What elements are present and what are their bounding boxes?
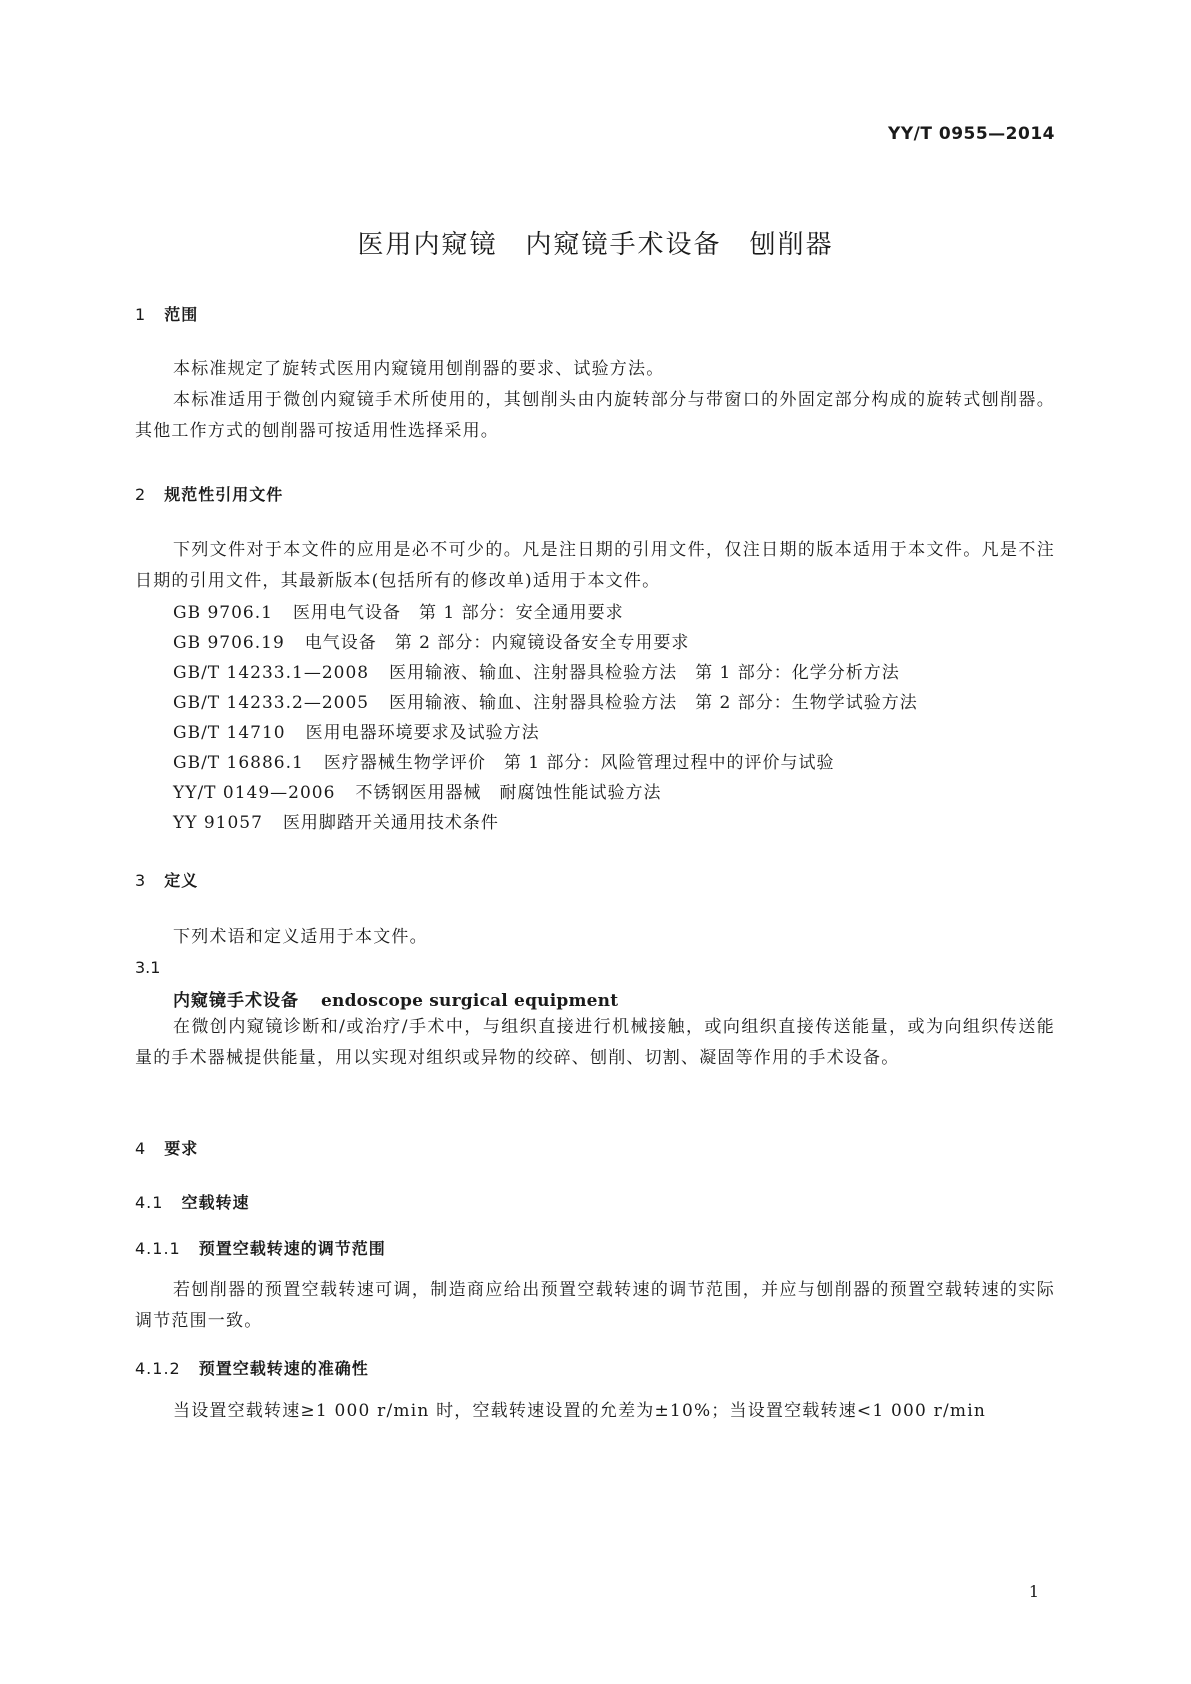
term-entry: [173, 986, 618, 1011]
reference-code: GB/T 14710: [173, 723, 286, 743]
document-title: 医用内窥镜 内窥镜手术设备 刨削器: [357, 230, 834, 260]
reference-title: 不锈钢医用器械 耐腐蚀性能试验方法: [355, 783, 662, 803]
section-3-paragraph-1: 下列术语和定义适用于本文件。: [173, 927, 428, 947]
reference-title: 医用输液、输血、注射器具检验方法 第 1 部分：化学分析方法: [389, 663, 900, 683]
reference-code: GB 9706.19: [173, 633, 285, 653]
reference-code: GB/T 16886.1: [173, 753, 304, 773]
reference-title: 医用电器环境要求及试验方法: [305, 723, 540, 743]
section-title: 要求: [164, 1139, 199, 1158]
reference-item: [173, 748, 834, 773]
section-4-1-heading: [135, 1190, 249, 1213]
reference-title: 医用电气设备 第 1 部分：安全通用要求: [292, 603, 624, 623]
reference-item: [173, 598, 624, 623]
term-chinese: 内窥镜手术设备: [173, 991, 299, 1011]
section-4-heading: [135, 1136, 198, 1159]
section-3-heading: [135, 868, 198, 891]
reference-code: YY 91057: [173, 813, 263, 833]
section-title: 空载转速: [181, 1193, 250, 1212]
standard-number: YY/T 0955—2014: [888, 124, 1055, 144]
reference-item: [173, 808, 499, 833]
section-number: 3: [135, 871, 147, 890]
section-4-1-1-heading: [135, 1236, 386, 1259]
section-title: 预置空载转速的调节范围: [198, 1239, 386, 1258]
term-english: endoscope surgical equipment: [321, 991, 619, 1011]
reference-title: 医用脚踏开关通用技术条件: [282, 813, 499, 833]
section-number: 4.1.2: [135, 1359, 181, 1378]
section-title: 范围: [164, 305, 199, 324]
reference-title: 电气设备 第 2 部分：内窥镜设备安全专用要求: [304, 633, 690, 653]
section-1-paragraph-1: 本标准规定了旋转式医用内窥镜用刨削器的要求、试验方法。: [173, 359, 665, 379]
reference-title: 医用输液、输血、注射器具检验方法 第 2 部分：生物学试验方法: [389, 693, 918, 713]
reference-code: GB/T 14233.2—2005: [173, 693, 370, 713]
term-definition: 在微创内窥镜诊断和/或治疗/手术中，与组织直接进行机械接触，或向组织直接传送能量，或为向组织传送能量的手术器械提供能量，用以实现对组织或异物的绞碎、刨削、切割、凝固等作用的手术设备。: [135, 1017, 1055, 1068]
section-2-paragraph-1: 下列文件对于本文件的应用是必不可少的。凡是注日期的引用文件，仅注日期的版本适用于本文件。凡是不注日期的引用文件，其最新版本(包括所有的修改单)适用于本文件。: [135, 540, 1055, 591]
section-number: 4.1: [135, 1193, 164, 1212]
reference-item: [173, 628, 689, 653]
section-number: 2: [135, 485, 147, 504]
section-1-paragraph-2: 本标准适用于微创内窥镜手术所使用的，其刨削头由内旋转部分与带窗口的外固定部分构成的旋转式刨削器。其他工作方式的刨削器可按适用性选择采用。: [135, 390, 1055, 441]
reference-item: [173, 658, 900, 683]
section-2-heading: [135, 482, 283, 505]
reference-title: 医疗器械生物学评价 第 1 部分：风险管理过程中的评价与试验: [323, 753, 835, 773]
section-title: 预置空载转速的准确性: [198, 1359, 369, 1378]
reference-item: [173, 778, 661, 803]
section-1-heading: [135, 302, 198, 325]
section-4-1-1-paragraph: 若刨削器的预置空载转速可调，制造商应给出预置空载转速的调节范围，并应与刨削器的预置空载转速的实际调节范围一致。: [135, 1280, 1055, 1331]
reference-code: GB/T 14233.1—2008: [173, 663, 370, 683]
section-number: 4.1.1: [135, 1239, 181, 1258]
reference-code: YY/T 0149—2006: [173, 783, 336, 803]
reference-code: GB 9706.1: [173, 603, 273, 623]
reference-item: [173, 688, 918, 713]
section-number: 1: [135, 305, 147, 324]
section-title: 规范性引用文件: [164, 485, 284, 504]
reference-item: [173, 718, 540, 743]
section-number: 4: [135, 1139, 147, 1158]
term-number: 3.1: [135, 958, 161, 977]
section-4-1-2-paragraph: 当设置空载转速≥1 000 r/min 时，空载转速设置的允差为±10%；当设置空载转速<1 000 r/min: [173, 1401, 986, 1421]
section-title: 定义: [164, 871, 199, 890]
page-number: 1: [1028, 1582, 1039, 1601]
section-4-1-2-heading: [135, 1356, 369, 1379]
